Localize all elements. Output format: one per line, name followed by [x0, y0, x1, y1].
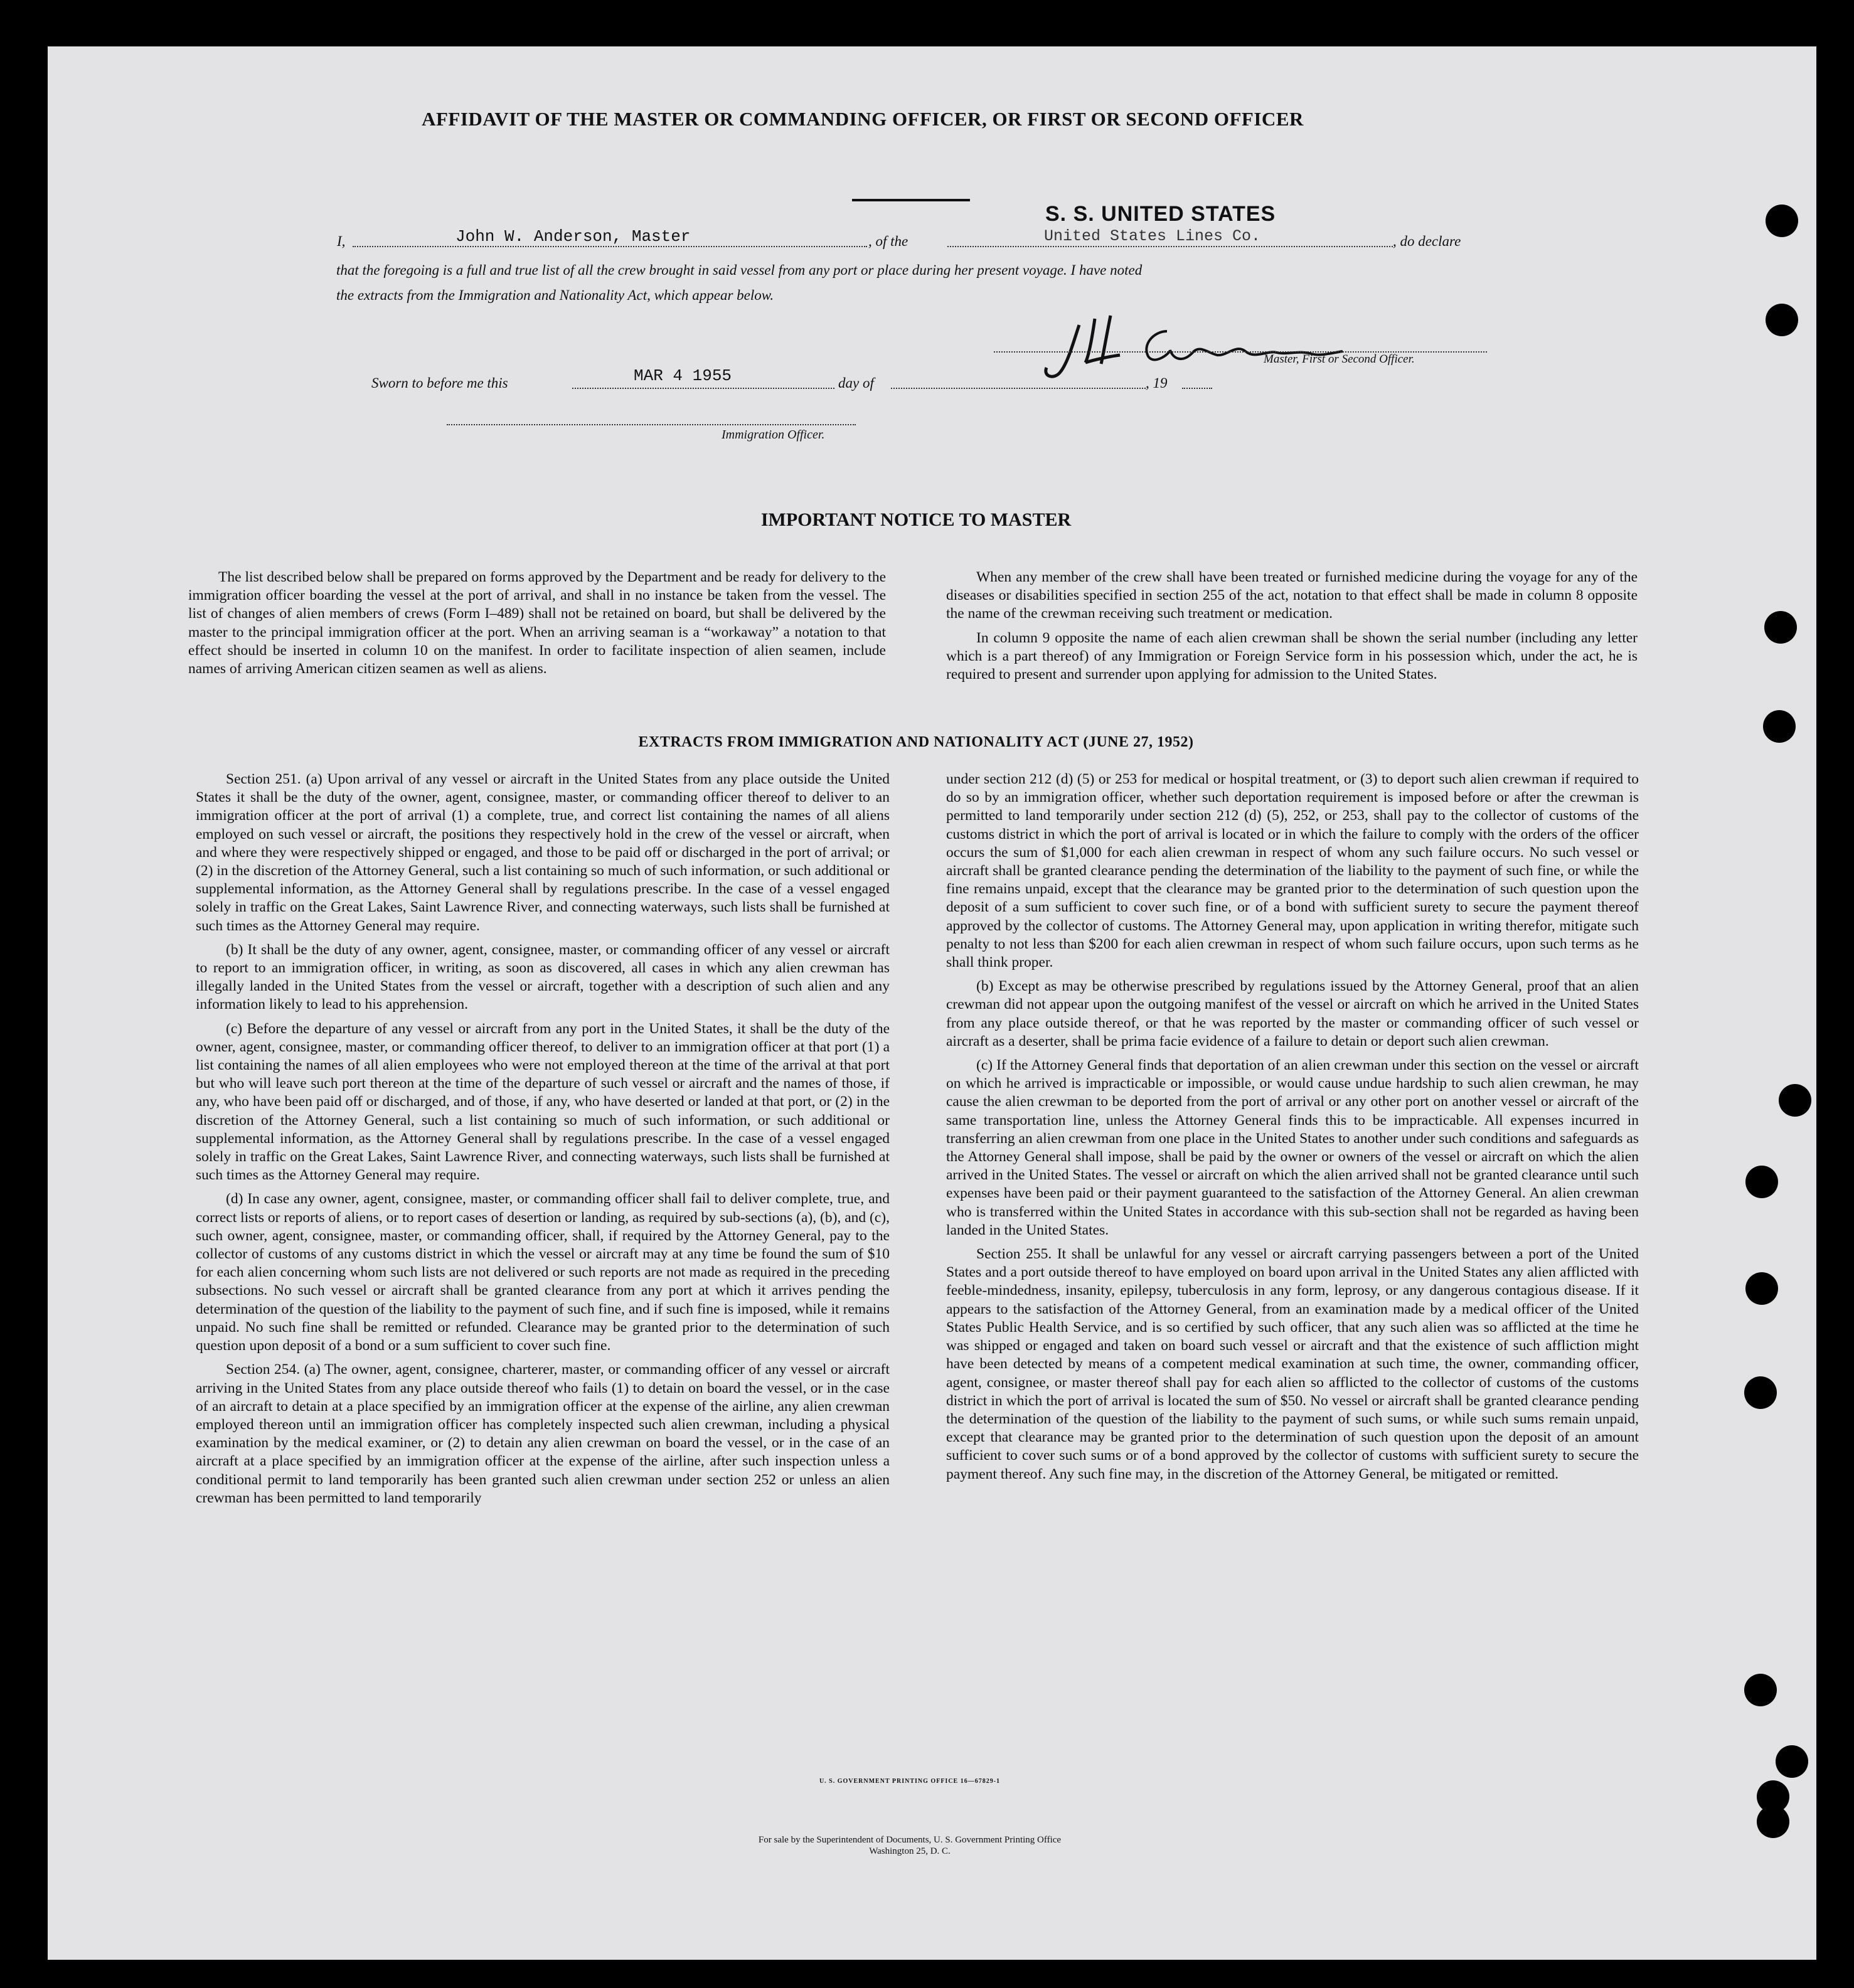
footer-line-2: Washington 25, D. C.: [869, 1846, 951, 1856]
officer-signature-line: [447, 424, 856, 425]
statement-line-1: that the foregoing is a full and true list of all the crew brought in said vessel from any port or place during her present voyage. I have noted: [336, 262, 1143, 278]
binder-hole: [1764, 611, 1797, 644]
notice-right-column: [946, 568, 1638, 689]
printer-mark: U. S. GOVERNMENT PRINTING OFFICE 16—67829-1: [819, 1778, 1001, 1785]
extracts-right-column: [946, 770, 1639, 1489]
declarant-name: John W. Anderson, Master: [456, 227, 691, 246]
binder-hole: [1744, 1376, 1777, 1409]
binder-hole: [1776, 1745, 1808, 1778]
section-254c: (c) If the Attorney General finds that deportation of an alien crewman under this section on the vessel or aircraft on which he arrived is impracticable or impossible, or would cause undue hardship to such alien crewman, he may cause the alien crewman to be deported from the port of arrival or any other port on another vessel or aircraft of the same transportation line, unless the Attorney General finds this to be impracticable. All expenses incurred in transferring an alien crewman from one place in the United States to another under such conditions and safeguards as the Attorney General shall impose, shall be paid by the owner or owners of the vessel or aircraft on which the alien arrived in the United States. The vessel or aircraft on which the alien arrived shall not be granted clearance until such expenses have been paid or their payment guaranteed to the satisfaction of the Attorney General. An alien crewman who is transferred within the United States in accordance with this sub-section shall not be regarded as having been landed in the United States.: [946, 1057, 1639, 1238]
ship-line-overprint: United States Lines Co.: [1044, 227, 1261, 245]
binder-hole: [1766, 205, 1798, 237]
i-label: I,: [337, 233, 346, 249]
do-declare-label: , do declare: [1393, 233, 1461, 249]
ship-name-stamp: S. S. UNITED STATES: [1045, 202, 1276, 226]
section-255: Section 255. It shall be unlawful for any vessel or aircraft carrying passengers between a port of the United States and a port outside thereof to have employed on board upon arrival in the United States any alien afflicted with feeble-mindedness, insanity, epilepsy, tuberculosis in any form, leprosy, or any dangerous contagious disease. If it appears to the satisfaction of the Attorney General, from an examination made by a medical officer of the United States Public Health Service, and is so certified by such officer, that any such alien was so afflicted at the time he was shipped or engaged and taken on board such vessel or aircraft and that the existence of such affliction might have been detected by means of a competent medical examination at such time, the owner, commanding officer, agent, consignee, or master thereof shall pay for each alien so afflicted to the collector of customs of the customs district in which the port of arrival is located the sum of $50. No vessel or aircraft shall be granted clearance pending the determination of the question of the liability to the payment of such sums, or while such sums remain unpaid, except that clearance may be granted prior to the determination of such question upon the deposit of an amount sufficient to cover such sums or of a bond approved by the collector of customs with sufficient surety to secure the payment thereof. Any such fine may, in the discretion of the Attorney General, be mitigated or remitted.: [946, 1246, 1639, 1482]
master-label: Master, First or Second Officer.: [1264, 353, 1415, 366]
extracts-left-column: [196, 770, 890, 1513]
extracts-title: EXTRACTS FROM IMMIGRATION AND NATIONALITY ACT (JUNE 27, 1952): [638, 734, 1194, 750]
section-251a: Section 251. (a) Upon arrival of any vessel or aircraft in the United States from any place outside the United States it shall be the duty of the owner, agent, consignee, master, or commanding officer thereof to deliver to an immigration officer at the port of arrival (1) a complete, true, and correct list containing the names of all aliens employed on such vessel or aircraft, the positions they respectively hold in the crew of the vessel or aircraft, when and where they were respectively shipped or engaged, and those to be paid off or discharged in the port of arrival; or (2) in the discretion of the Attorney General, such a list containing so much of such information, or such additional or supplemental information, as the Attorney General shall by regulations prescribe. In the case of a vessel engaged solely in traffic on the Great Lakes, Saint Lawrence River, and connecting waterways, such lists shall be furnished at such times as the Attorney General may require.: [196, 771, 890, 934]
of-the-label: , of the: [868, 233, 908, 249]
section-254b: (b) Except as may be otherwise prescribed by regulations issued by the Attorney General, proof that an alien crewman did not appear upon the outgoing manifest of the vessel or aircraft on which he arrived in the United States from any place outside thereof, or that he was reported by the master or commanding officer of such vessel or aircraft as a deserter, shall be prima facie evidence of a failure to detain or deport such alien crewman.: [946, 978, 1639, 1050]
sworn-date-stamp: MAR 4 1955: [634, 366, 732, 385]
section-254a: Section 254. (a) The owner, agent, consignee, charterer, master, or commanding officer of any vessel or aircraft arriving in the United States from any place outside thereof who fails (1) to detain on board the vessel, or in the case of an aircraft to detain at a place specified by an immigration officer at the expense of the airline, any alien crewman employed thereon until an immigration officer has completely inspected such alien crewman, including a physical examination by the medical examiner, or (2) to detain any alien crewman on board the vessel, or in the case of an aircraft at a place specified by an immigration officer at the expense of the airline, after such inspection unless a conditional permit to land temporarily has been granted such alien crewman under section 252 or unless an alien crewman has been permitted to land temporarily: [196, 1361, 890, 1506]
binder-hole: [1766, 304, 1798, 336]
affidavit-title: AFFIDAVIT OF THE MASTER OR COMMANDING OFFICER, OR FIRST OR SECOND OFFICER: [422, 108, 1304, 130]
binder-hole: [1745, 1166, 1778, 1198]
month-line: [891, 388, 1146, 389]
binder-hole: [1757, 1805, 1789, 1838]
notice-left-paragraph: The list described below shall be prepared on forms approved by the Department and be ready for delivery to the immigration officer boarding the vessel at the port of arrival, and shall in no instance be taken from the vessel. The list of changes of alien members of crews (Form I–489) shall not be retained on board, but shall be delivered by the master to the principal immigration officer at the port. When an arriving seaman is a “workaway” a notation to that effect should be inserted in column 10 on the manifest. In order to facilitate inspection of alien seamen, include names of arriving American citizen seamen as well as aliens.: [188, 569, 886, 678]
master-signature: [1035, 306, 1387, 388]
binder-hole: [1779, 1084, 1811, 1117]
officer-label: Immigration Officer.: [722, 428, 825, 442]
section-254a-continued: under section 212 (d) (5) or 253 for medical or hospital treatment, or (3) to deport such alien crewman if required to do so by an immigration officer, whether such deportation requirement is imposed before or after the crewman is permitted to land temporarily under section 212 (d) (5), 252, or 253, shall pay to the collector of customs of the customs district in which the port of arrival is located or in which the failure to comply with the orders of the officer occurs the sum of $1,000 for each alien crewman in respect of whom any such failure occurs. No such vessel or aircraft shall be granted clearance pending the determination of the liability to the payment of such fine, or while the fine remains unpaid, except that the clearance may be granted prior to the determination of such question upon the deposit of a sum sufficient to cover such fine, or of a bond with sufficient surety to secure the payment thereof approved by the collector of customs. The Attorney General may, upon application in writing therefor, mitigate such penalty to not less than $200 for each alien crewman in respect of whom such failure occurs, upon such terms as he shall think proper.: [946, 771, 1639, 971]
section-251c: (c) Before the departure of any vessel or aircraft from any port in the United States, it shall be the duty of the owner, agent, consignee, master, or commanding officer thereof, to deliver to an immigration officer at that port (1) a list containing the names of all alien employees who were not employed thereon at the time of the arrival at that port but who will leave such port thereon at the time of the departure of such vessel or aircraft and the names of those, if any, who have been paid off or discharged, and of those, if any, who have deserted or landed at that port, or (2) in the discretion of the Attorney General, such a list containing so much of such information, or such additional or supplemental information, as the Attorney General shall by regulations prescribe. In the case of a vessel engaged solely in traffic on the Great Lakes, Saint Lawrence River, and connecting waterways, such lists shall be furnished at such times as the Attorney General may require.: [196, 1020, 890, 1184]
sworn-date-line: [572, 388, 834, 389]
section-251d: (d) In case any owner, agent, consignee, master, or commanding officer shall fail to deliver complete, true, and correct lists or reports of aliens, or to report cases of desertion or landing, as required by sub-sections (a), (b), and (c), such owner, agent, consignee, master, or commanding officer, shall, if required by the Attorney General, pay to the collector of customs of any customs district in which the vessel or aircraft may at any time be found the sum of $10 for each alien concerning whom such lists are not delivered or such reports are not made as required in the preceding subsections. No such vessel or aircraft shall be granted clearance from any port at which it arrives pending the determination of the question of the liability to the payment of such fine, and if such fine is imposed, while it remains unpaid. No such fine shall be remitted or refunded. Clearance may be granted prior to the determination of such question upon deposit of a bond or a sum sufficient to cover such fine.: [196, 1191, 890, 1354]
title-divider: [852, 199, 970, 201]
notice-title: IMPORTANT NOTICE TO MASTER: [760, 509, 1072, 530]
day-of-label: day of: [838, 375, 874, 391]
sale-footer: [552, 1834, 1267, 1857]
vessel-line: [947, 246, 1393, 247]
section-251b: (b) It shall be the duty of any owner, agent, consignee, master, or commanding officer of any vessel or aircraft to report to an immigration officer, in writing, as soon as discovered, all cases in which any alien crewman has illegally landed in the United States from the vessel or aircraft, together with a description of such alien and any information likely to lead to his apprehension.: [196, 941, 890, 1013]
notice-right-paragraph-2: In column 9 opposite the name of each alien crewman shall be shown the serial number (including any letter which is a part thereof) of any Immigration or Foreign Service form in his possession which, under the act, he is required to present and surrender upon applying for admission to the United States.: [946, 629, 1638, 683]
notice-right-paragraph-1: When any member of the crew shall have been treated or furnished medicine during the voyage for any of the diseases or disabilities specified in section 255 of the act, notation to that effect shall be made in column 8 opposite the name of the crewman receiving such treatment or medication.: [946, 569, 1638, 622]
statement-line-2: the extracts from the Immigration and Nationality Act, which appear below.: [336, 287, 774, 303]
binder-hole: [1763, 710, 1796, 743]
binder-hole: [1744, 1674, 1777, 1706]
footer-line-1: For sale by the Superintendent of Documents, U. S. Government Printing Office: [758, 1835, 1062, 1845]
year-prefix: , 19: [1146, 375, 1168, 391]
notice-left-column: [188, 568, 886, 684]
year-line: [1182, 388, 1212, 389]
sworn-label: Sworn to before me this: [371, 375, 508, 391]
binder-hole: [1745, 1272, 1778, 1305]
declarant-line: [353, 246, 867, 247]
